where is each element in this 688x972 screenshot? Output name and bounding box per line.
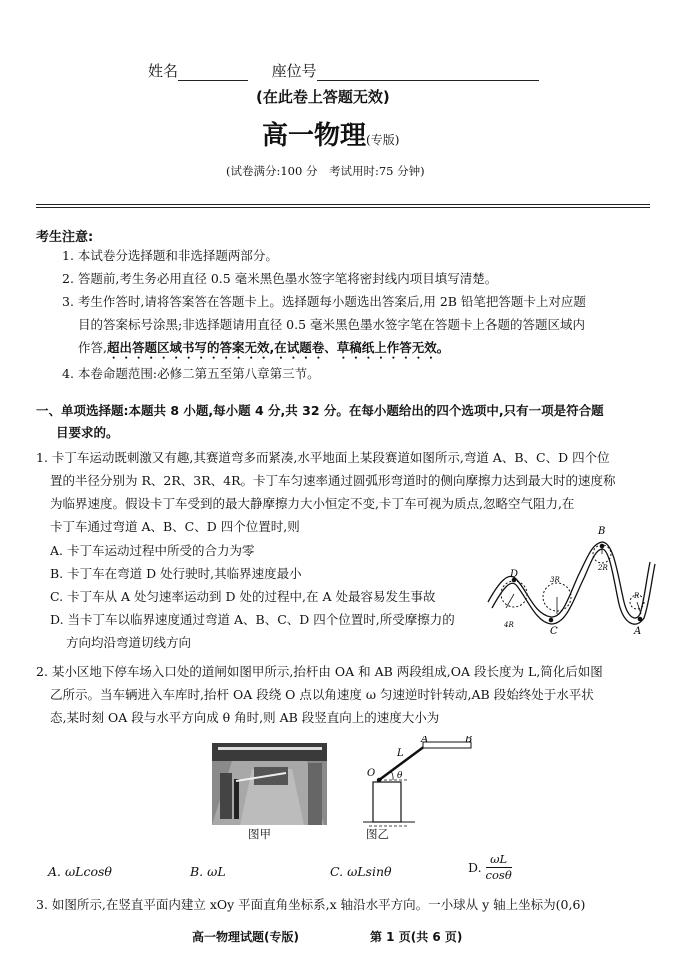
- radius-c: 3R: [550, 576, 560, 584]
- caption-jia: 图甲: [248, 827, 271, 841]
- title-main: 高一物理: [262, 121, 367, 151]
- section-heading-line1: 一、单项选择题:本题共 8 小题,每小题 4 分,共 32 分。在每小题给出的四个选项中,只有一项是符合题: [36, 403, 604, 418]
- question-3-stem: 3. 如图所示,在竖直平面内建立 xOy 平面直角坐标系,x 轴沿水平方向。一小球从 y 轴上坐标为(0,6): [36, 897, 586, 912]
- notice-list: [62, 244, 662, 385]
- label-d: D: [510, 569, 519, 580]
- q1-option-d: D. 当卡丁车以临界速度通过弯道 A、B、C、D 四个位置时,所受摩擦力的: [50, 612, 455, 627]
- label-b-yi: B: [465, 736, 473, 745]
- q2-option-c: C. ωLsinθ: [330, 864, 392, 879]
- q1-option-c: C. 卡丁车从 A 处匀速率运动到 D 处的过程中,在 A 处最容易发生事故: [50, 589, 436, 604]
- q2-option-d: [468, 852, 512, 883]
- title-suffix: (专版): [366, 133, 400, 147]
- label-theta: θ: [397, 771, 403, 781]
- q1-line3: 为临界速度。假设卡丁车受到的最大静摩擦力大小恒定不变,卡丁车可视为质点,忽略空气阻力,在: [50, 496, 575, 511]
- notice-item-1: 1. 本试卷分选择题和非选择题两部分。: [62, 248, 278, 263]
- notice-item-3b: 目的答案标号涂黑;非选择题请用直径 0.5 毫米黑色墨水签字笔在答题卡上各题的答题区域内: [78, 317, 586, 332]
- section-heading-line2: 目要求的。: [56, 425, 119, 440]
- notice-item-3c-pre: 作答,: [78, 340, 107, 355]
- label-a-yi: A: [421, 736, 429, 745]
- fraction-numerator: ωL: [486, 852, 512, 868]
- notice-item-2: 2. 答题前,考生务必用直径 0.5 毫米黑色墨水签字笔将密封线内项目填写清楚。: [62, 271, 498, 286]
- q1-option-d-cont: 方向均沿弯道切线方向: [66, 635, 192, 650]
- caption-yi: 图乙: [366, 827, 389, 841]
- name-field: [148, 60, 539, 81]
- photo-jia: [212, 743, 327, 825]
- track-figure: [484, 522, 659, 640]
- q1-option-a: A. 卡丁车运动过程中所受的合力为零: [50, 543, 255, 558]
- seat-label: 座位号: [271, 62, 317, 80]
- notice-item-3a: 3. 考生作答时,请将答案答在答题卡上。选择题每小题选出答案后,用 2B 铅笔把答题卡上对应题: [62, 294, 586, 309]
- notice-item-3c: [62, 336, 662, 362]
- q1-option-b: B. 卡丁车在弯道 D 处行驶时,其临界速度最小: [50, 566, 302, 581]
- notice-heading: 考生注意:: [36, 230, 94, 245]
- q1-line1: 1. 卡丁车运动既刺激又有趣,其赛道弯多而紧凑,水平地面上某段赛道如图所示,弯道 A、B、C、D 四个位: [36, 450, 610, 465]
- notice-item-4: 4. 本卷命题范围:必修二第五至第八章第三节。: [62, 366, 320, 381]
- q2-option-b: B. ωL: [190, 864, 226, 879]
- q2-line2: 乙所示。当车辆进入车库时,抬杆 OA 段绕 O 点以角速度 ω 匀速逆时针转动,AB 段始终处于水平状: [50, 687, 594, 702]
- exam-info: (试卷满分:100 分 考试用时:75 分钟): [226, 164, 425, 178]
- diagram-yi: [355, 736, 485, 828]
- radius-d: 4R: [504, 621, 514, 629]
- footer-left: 高一物理试题(专版): [192, 930, 299, 944]
- fraction-denominator: cosθ: [485, 868, 512, 882]
- footer-page: 第 1 页(共 6 页): [370, 930, 463, 944]
- notice-warning: 超出答题区域书写的答案无效,在试题卷、草稿纸上作答无效。: [106, 340, 450, 355]
- name-label: 姓名: [148, 62, 179, 80]
- label-a: A: [634, 626, 642, 637]
- divider-bottom: [36, 207, 650, 208]
- question-1-options: [50, 539, 490, 654]
- q1-line4: 卡丁车通过弯道 A、B、C、D 四个位置时,则: [50, 519, 300, 534]
- q2-option-d-fraction: [486, 852, 512, 883]
- q2-option-a: A. ωLcosθ: [48, 864, 112, 879]
- label-c: C: [550, 626, 558, 637]
- section-heading: [36, 400, 656, 444]
- seat-blank: [317, 66, 539, 81]
- q2-line3: 态,某时刻 OA 段与水平方向成 θ 角时,则 AB 段竖直向上的速度大小为: [50, 710, 440, 725]
- name-blank: [178, 66, 248, 81]
- question-2-stem: [36, 660, 656, 729]
- q2-line1: 2. 某小区地下停车场入口处的道闸如图甲所示,抬杆由 OA 和 AB 两段组成,OA 段长度为 L,简化后如图: [36, 664, 603, 679]
- page-title: [262, 115, 399, 152]
- q1-line2: 置的半径分别为 R、2R、3R、4R。卡丁车匀速率通过圆弧形弯道时的侧向摩擦力达到最大时的速度称: [50, 473, 616, 488]
- q2-option-d-prefix: D.: [468, 860, 482, 875]
- invalid-note: (在此卷上答题无效): [256, 88, 390, 106]
- divider-top: [36, 204, 650, 205]
- label-b: B: [598, 526, 606, 537]
- radius-b: 2R: [598, 564, 608, 572]
- label-l: L: [397, 748, 404, 759]
- label-o: O: [367, 768, 376, 779]
- radius-a: R: [634, 592, 640, 600]
